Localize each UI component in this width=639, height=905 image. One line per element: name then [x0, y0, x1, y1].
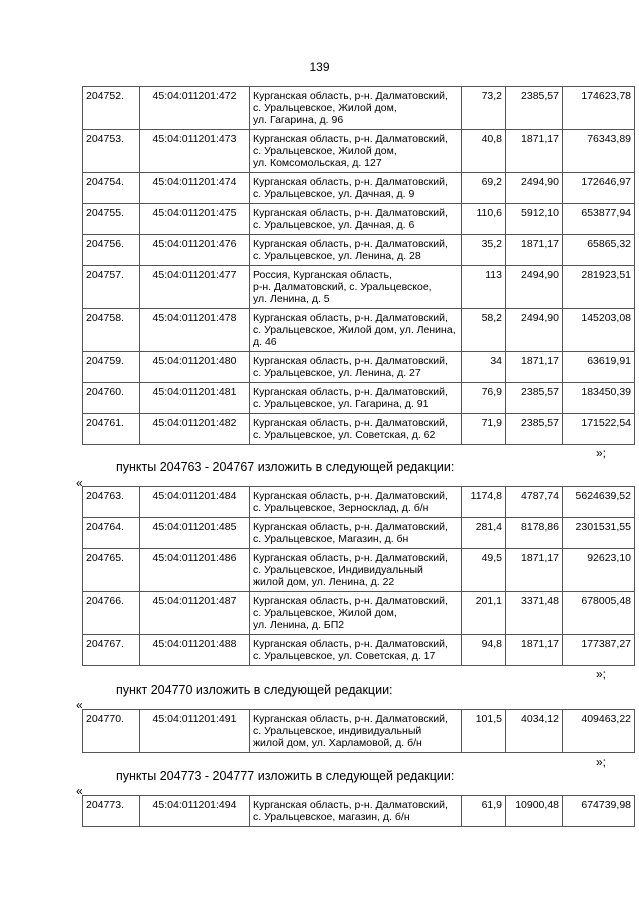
area-cell: 61,9 — [462, 796, 506, 827]
address-line: с. Уральцевское, Жилой дом, — [253, 145, 397, 157]
row-number-cell: 204754. — [83, 173, 140, 204]
unit-cost-cell: 2385,57 — [506, 414, 563, 445]
cadastral-number-cell: 45:04:011201:491 — [140, 710, 250, 753]
cadastral-value-cell: 92623,10 — [563, 549, 635, 592]
cadastral-number-cell: 45:04:011201:484 — [140, 487, 250, 518]
address-line: Курганская область, р-н. Далматовский, — [253, 312, 448, 324]
unit-cost-cell: 2494,90 — [506, 266, 563, 309]
cadastral-value-cell: 409463,22 — [563, 710, 635, 753]
unit-cost-cell: 2385,57 — [506, 87, 563, 130]
opening-quote: « — [76, 784, 83, 798]
row-number-cell: 204770. — [83, 710, 140, 753]
area-cell: 94,8 — [462, 635, 506, 666]
table-row — [83, 173, 635, 204]
address-line: с. Уральцевское, Жилой дом, ул. Ленина, — [253, 324, 456, 336]
unit-cost-cell: 10900,48 — [506, 796, 563, 827]
row-number-cell: 204767. — [83, 635, 140, 666]
cadastral-number-cell: 45:04:011201:476 — [140, 235, 250, 266]
address-cell — [250, 710, 462, 753]
address-line: Курганская область, р-н. Далматовский, — [253, 521, 448, 533]
address-line: Курганская область, р-н. Далматовский, — [253, 386, 448, 398]
cadastral-number-cell: 45:04:011201:488 — [140, 635, 250, 666]
row-number-cell: 204752. — [83, 87, 140, 130]
cadastral-number-cell: 45:04:011201:477 — [140, 266, 250, 309]
table-row — [83, 710, 635, 753]
address-cell — [250, 487, 462, 518]
section-heading: пункт 204770 изложить в следующей редакции: — [116, 683, 393, 697]
closing-quote: »; — [596, 755, 607, 769]
table-row — [83, 130, 635, 173]
address-cell — [250, 266, 462, 309]
address-line: Россия, Курганская область, — [253, 269, 392, 281]
property-table-2 — [82, 486, 635, 666]
address-line: с. Уральцевское, Индивидуальный — [253, 564, 423, 576]
area-cell: 113 — [462, 266, 506, 309]
row-number-cell: 204753. — [83, 130, 140, 173]
unit-cost-cell: 1871,17 — [506, 235, 563, 266]
table-row — [83, 414, 635, 445]
area-cell: 35,2 — [462, 235, 506, 266]
address-line: Курганская область, р-н. Далматовский, — [253, 490, 448, 502]
address-line: с. Уральцевское, Жилой дом, — [253, 607, 397, 619]
table-row — [83, 266, 635, 309]
page-number: 139 — [309, 60, 330, 74]
address-line: Курганская область, р-н. Далматовский, — [253, 90, 448, 102]
area-cell: 40,8 — [462, 130, 506, 173]
address-line: ул. Гагарина, д. 96 — [253, 114, 344, 126]
row-number-cell: 204773. — [83, 796, 140, 827]
address-line: ул. Комсомольская, д. 127 — [253, 157, 382, 169]
area-cell: 73,2 — [462, 87, 506, 130]
unit-cost-cell: 4787,74 — [506, 487, 563, 518]
address-line: Курганская область, р-н. Далматовский, — [253, 552, 448, 564]
address-line: с. Уральцевское, ул. Гагарина, д. 91 — [253, 398, 429, 410]
row-number-cell: 204764. — [83, 518, 140, 549]
section-heading: пункты 204773 - 204777 изложить в следующей редакции: — [116, 769, 455, 783]
cadastral-value-cell: 76343,89 — [563, 130, 635, 173]
table-row — [83, 796, 635, 827]
row-number-cell: 204756. — [83, 235, 140, 266]
address-line: ул. Ленина, д. 5 — [253, 293, 330, 305]
property-table-4 — [82, 795, 635, 827]
address-line: с. Уральцевское, ул. Дачная, д. 6 — [253, 219, 415, 231]
address-line: с. Уральцевское, ул. Советская, д. 17 — [253, 650, 436, 662]
area-cell: 71,9 — [462, 414, 506, 445]
address-line: жилой дом, ул. Харламовой, д. б/н — [253, 737, 422, 749]
address-line: с. Уральцевское, магазин, д. б/н — [253, 811, 410, 823]
unit-cost-cell: 1871,17 — [506, 130, 563, 173]
address-cell — [250, 204, 462, 235]
unit-cost-cell: 8178,86 — [506, 518, 563, 549]
address-line: с. Уральцевское, индивидуальный — [253, 725, 422, 737]
row-number-cell: 204759. — [83, 352, 140, 383]
unit-cost-cell: 1871,17 — [506, 352, 563, 383]
area-cell: 69,2 — [462, 173, 506, 204]
cadastral-number-cell: 45:04:011201:478 — [140, 309, 250, 352]
address-cell — [250, 635, 462, 666]
address-cell — [250, 130, 462, 173]
cadastral-value-cell: 5624639,52 — [563, 487, 635, 518]
cadastral-value-cell: 174623,78 — [563, 87, 635, 130]
unit-cost-cell: 5912,10 — [506, 204, 563, 235]
table-row — [83, 635, 635, 666]
table-row — [83, 592, 635, 635]
cadastral-number-cell: 45:04:011201:475 — [140, 204, 250, 235]
address-line: Курганская область, р-н. Далматовский, — [253, 355, 448, 367]
cadastral-value-cell: 183450,39 — [563, 383, 635, 414]
unit-cost-cell: 1871,17 — [506, 549, 563, 592]
cadastral-number-cell: 45:04:011201:486 — [140, 549, 250, 592]
address-line: Курганская область, р-н. Далматовский, — [253, 176, 448, 188]
unit-cost-cell: 1871,17 — [506, 635, 563, 666]
address-line: Курганская область, р-н. Далматовский, — [253, 638, 448, 650]
area-cell: 281,4 — [462, 518, 506, 549]
row-number-cell: 204760. — [83, 383, 140, 414]
address-line: с. Уральцевское, ул. Ленина, д. 27 — [253, 367, 421, 379]
address-cell — [250, 173, 462, 204]
unit-cost-cell: 3371,48 — [506, 592, 563, 635]
cadastral-value-cell: 2301531,55 — [563, 518, 635, 549]
area-cell: 101,5 — [462, 710, 506, 753]
address-line: Курганская область, р-н. Далматовский, — [253, 713, 448, 725]
address-line: с. Уральцевское, ул. Ленина, д. 28 — [253, 250, 421, 262]
address-line: ул. Ленина, д. БП2 — [253, 619, 345, 631]
address-line: с. Уральцевское, Жилой дом, — [253, 102, 397, 114]
address-line: с. Уральцевское, Магазин, д. бн — [253, 533, 409, 545]
unit-cost-cell: 4034,12 — [506, 710, 563, 753]
row-number-cell: 204766. — [83, 592, 140, 635]
table-row — [83, 235, 635, 266]
cadastral-number-cell: 45:04:011201:485 — [140, 518, 250, 549]
property-table-1 — [82, 86, 635, 445]
address-cell — [250, 592, 462, 635]
address-cell — [250, 309, 462, 352]
table-row — [83, 352, 635, 383]
cadastral-value-cell: 65865,32 — [563, 235, 635, 266]
address-line: с. Уральцевское, ул. Дачная, д. 9 — [253, 188, 415, 200]
unit-cost-cell: 2494,90 — [506, 173, 563, 204]
area-cell: 76,9 — [462, 383, 506, 414]
address-line: с. Уральцевское, ул. Советская, д. 62 — [253, 429, 436, 441]
cadastral-value-cell: 674739,98 — [563, 796, 635, 827]
address-cell — [250, 87, 462, 130]
cadastral-value-cell: 145203,08 — [563, 309, 635, 352]
opening-quote: « — [76, 698, 83, 712]
cadastral-value-cell: 653877,94 — [563, 204, 635, 235]
table-row — [83, 383, 635, 414]
property-table-3 — [82, 709, 635, 753]
cadastral-value-cell: 63619,91 — [563, 352, 635, 383]
table-row — [83, 549, 635, 592]
area-cell: 201,1 — [462, 592, 506, 635]
cadastral-value-cell: 281923,51 — [563, 266, 635, 309]
address-cell — [250, 549, 462, 592]
area-cell: 1174,8 — [462, 487, 506, 518]
cadastral-value-cell: 171522,54 — [563, 414, 635, 445]
address-cell — [250, 796, 462, 827]
table-row — [83, 518, 635, 549]
address-line: Курганская область, р-н. Далматовский, — [253, 417, 448, 429]
table-row — [83, 309, 635, 352]
section-heading: пункты 204763 - 204767 изложить в следующей редакции: — [116, 460, 455, 474]
address-cell — [250, 414, 462, 445]
table-row — [83, 487, 635, 518]
row-number-cell: 204758. — [83, 309, 140, 352]
cadastral-value-cell: 177387,27 — [563, 635, 635, 666]
address-line: Курганская область, р-н. Далматовский, — [253, 799, 448, 811]
row-number-cell: 204761. — [83, 414, 140, 445]
cadastral-number-cell: 45:04:011201:482 — [140, 414, 250, 445]
cadastral-number-cell: 45:04:011201:472 — [140, 87, 250, 130]
address-line: жилой дом, ул. Ленина, д. 22 — [253, 576, 395, 588]
unit-cost-cell: 2494,90 — [506, 309, 563, 352]
area-cell: 58,2 — [462, 309, 506, 352]
cadastral-number-cell: 45:04:011201:481 — [140, 383, 250, 414]
unit-cost-cell: 2385,57 — [506, 383, 563, 414]
address-line: д. 46 — [253, 336, 277, 348]
row-number-cell: 204755. — [83, 204, 140, 235]
cadastral-number-cell: 45:04:011201:487 — [140, 592, 250, 635]
address-cell — [250, 383, 462, 414]
area-cell: 110,6 — [462, 204, 506, 235]
cadastral-number-cell: 45:04:011201:480 — [140, 352, 250, 383]
address-cell — [250, 352, 462, 383]
area-cell: 34 — [462, 352, 506, 383]
cadastral-number-cell: 45:04:011201:494 — [140, 796, 250, 827]
address-line: Курганская область, р-н. Далматовский, — [253, 238, 448, 250]
address-line: р-н. Далматовский, с. Уральцевское, — [253, 281, 432, 293]
address-line: Курганская область, р-н. Далматовский, — [253, 133, 448, 145]
row-number-cell: 204763. — [83, 487, 140, 518]
opening-quote: « — [76, 476, 83, 490]
closing-quote: »; — [596, 667, 607, 681]
table-row — [83, 204, 635, 235]
address-cell — [250, 518, 462, 549]
address-line: с. Уральцевское, Зерносклад, д. б/н — [253, 502, 429, 514]
area-cell: 49,5 — [462, 549, 506, 592]
address-line: Курганская область, р-н. Далматовский, — [253, 595, 448, 607]
row-number-cell: 204757. — [83, 266, 140, 309]
row-number-cell: 204765. — [83, 549, 140, 592]
cadastral-number-cell: 45:04:011201:473 — [140, 130, 250, 173]
closing-quote: »; — [596, 446, 607, 460]
address-cell — [250, 235, 462, 266]
cadastral-value-cell: 678005,48 — [563, 592, 635, 635]
table-row — [83, 87, 635, 130]
address-line: Курганская область, р-н. Далматовский, — [253, 207, 448, 219]
cadastral-number-cell: 45:04:011201:474 — [140, 173, 250, 204]
cadastral-value-cell: 172646,97 — [563, 173, 635, 204]
